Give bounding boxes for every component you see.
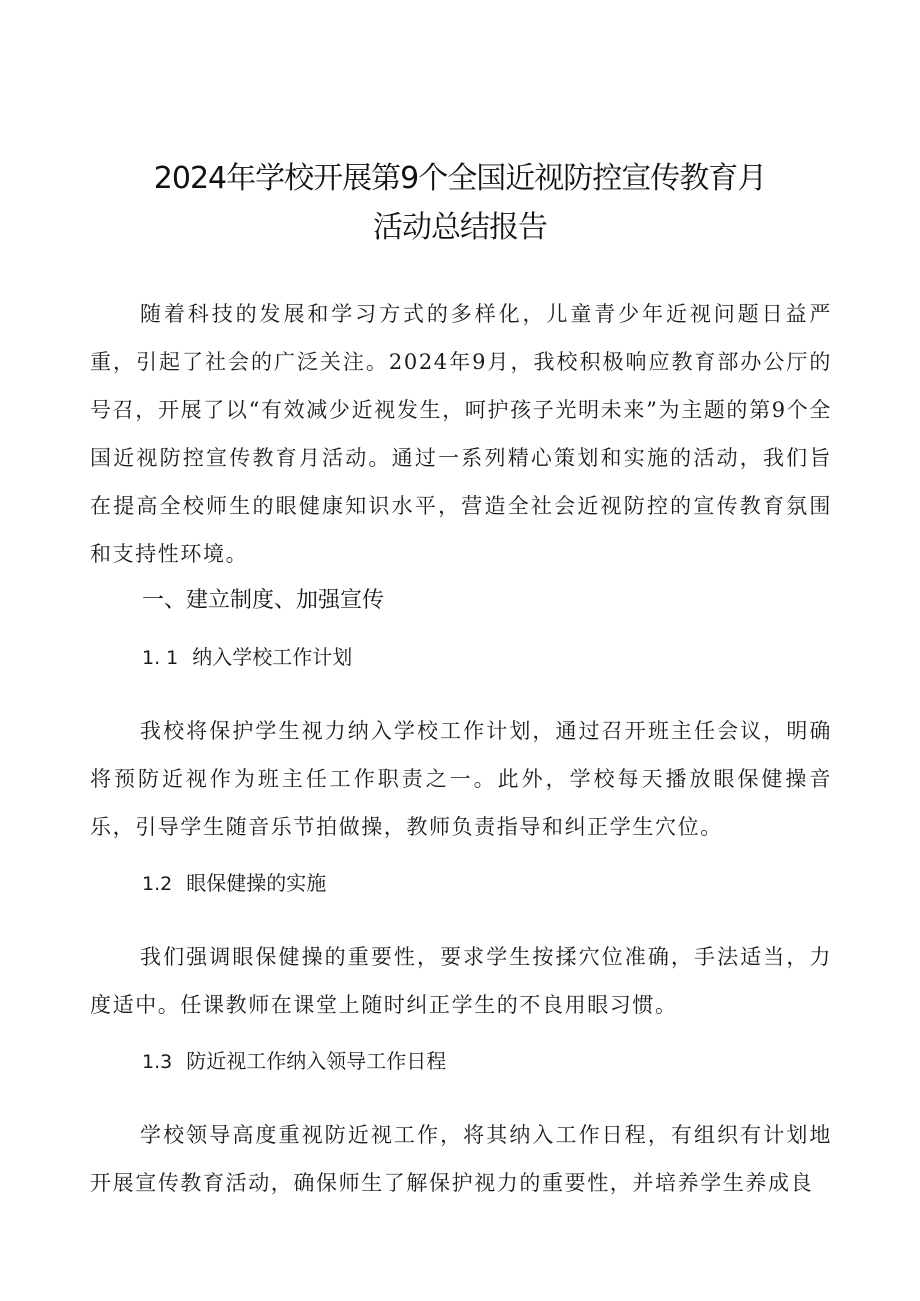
section-heading-1: 一、建立制度、加强宣传: [142, 588, 385, 613]
subsection-number: 1.3: [142, 1051, 173, 1073]
subsection-1-1-paragraph: 我校将保护学生视力纳入学校工作计划，通过召开班主任会议，明确将预防近视作为班主任工作职责之一。此外，学校每天播放眼保健操音乐，引导学生随音乐节拍做操，教师负责指导和纠正学生穴位。: [90, 719, 832, 839]
subsection-number: 1. 1: [142, 647, 179, 669]
subsection-title: 防近视工作纳入领导工作日程: [186, 1049, 447, 1073]
subsection-heading-1-1: [142, 640, 352, 675]
subsection-heading-1-3: [142, 1044, 446, 1079]
intro-paragraph: 随着科技的发展和学习方式的多样化，儿童青少年近视问题日益严重，引起了社会的广泛关注。2024年9月，我校积极响应教育部办公厅的号召，开展了以“有效减少近视发生，呵护孩子光明未来”为主题的第9个全国近视防控宣传教育月活动。通过一系列精心策划和实施的活动，我们旨在提高全校师生的眼健康知识水平，营造全社会近视防控的宣传教育氛围和支持性环境。: [90, 302, 832, 566]
document-title-line-1: 2024年学校开展第9个全国近视防控宣传教育月: [153, 161, 767, 196]
subsection-1-3-paragraph: 学校领导高度重视防近视工作，将其纳入工作日程，有组织有计划地开展宣传教育活动，确保师生了解保护视力的重要性，并培养学生养成良: [90, 1123, 832, 1195]
subsection-title: 纳入学校工作计划: [192, 645, 353, 669]
subsection-number: 1.2: [142, 873, 173, 895]
subsection-title: 眼保健操的实施: [186, 871, 327, 895]
document-title-line-2: 活动总结报告: [373, 210, 547, 245]
subsection-1-2-paragraph: 我们强调眼保健操的重要性，要求学生按揉穴位准确，手法适当，力度适中。任课教师在课堂上随时纠正学生的不良用眼习惯。: [90, 945, 832, 1017]
subsection-heading-1-2: [142, 866, 326, 901]
